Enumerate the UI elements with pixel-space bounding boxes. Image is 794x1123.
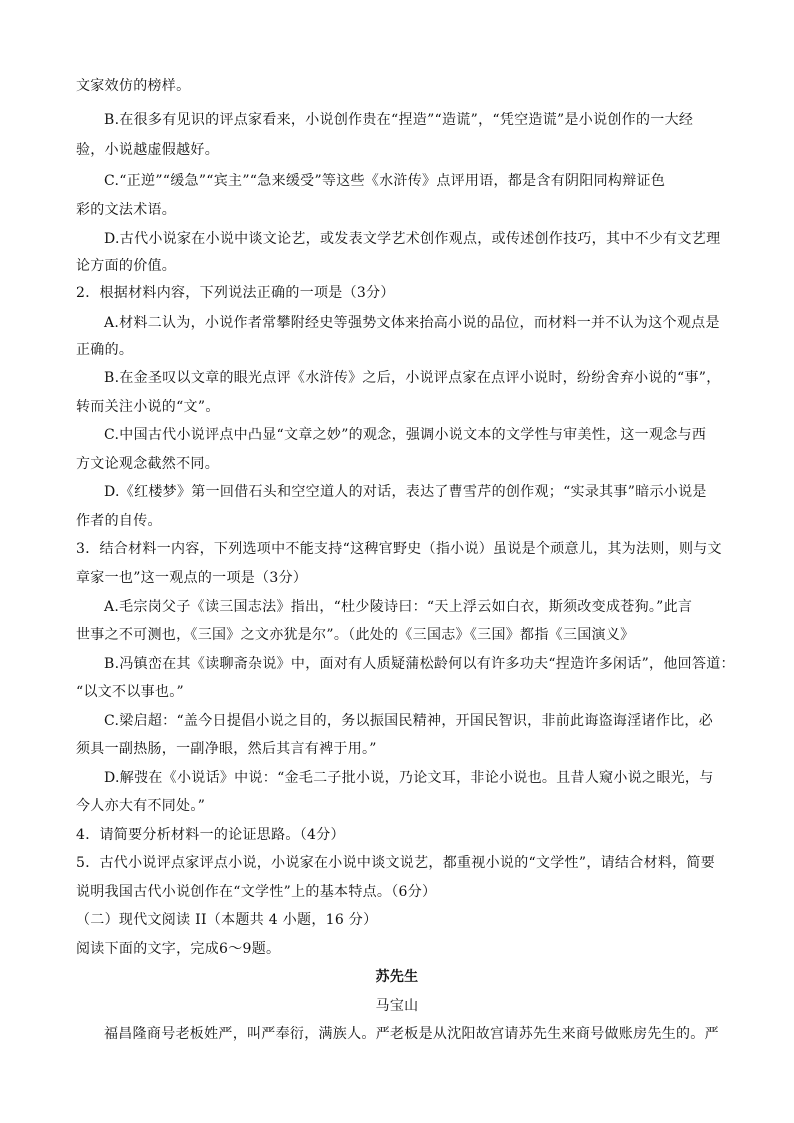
text-line: “以文不以事也。” [76,684,185,700]
section-heading: （二）现代文阅读 II（本题共 4 小题，16 分） [76,912,378,928]
text-line: 章家一也”这一观点的一项是（3分） [76,570,308,586]
text-line: 须具一副热肠，一副净眼，然后其言有裨于用。” [76,741,377,757]
question-3: 3．结合材料一内容，下列选项中不能支持“这稗官野史（指小说）虽说是个顽意儿，其为法则，则与文 [76,541,722,557]
text-line: 彩的文法术语。 [76,202,177,218]
option-d-line: D.解弢在《小说话》中说：“金毛二子批小说，乃论文耳，非论小说也。且昔人窥小说之眼光，与 [104,770,714,786]
option-d-line: D.古代小说家在小说中谈文论艺，或发表文学艺术创作观点，或传述创作技巧，其中不少有文艺理 [104,231,721,247]
option-b-line: B.在金圣叹以文章的眼光点评《水浒传》之后，小说评点家在点评小说时，纷纷舍弃小说的“事”， [104,370,721,386]
story-paragraph: 福昌隆商号老板姓严，叫严奉衍，满族人。严老板是从沈阳故宫请苏先生来商号做账房先生的。严 [104,1026,719,1042]
question-5: 5．古代小说评点家评点小说，小说家在小说中谈文说艺，都重视小说的“文学性”，请结合材料，简要 [76,855,716,871]
option-b-line: B.冯镇峦在其《读聊斋杂说》中，面对有人质疑蒲松龄何以有许多功夫“捏造许多闲话”，他回答道： [104,656,735,672]
question-2: 2．根据材料内容，下列说法正确的一项是（3分） [76,285,395,301]
instructions: 阅读下面的文字，完成6～9题。 [76,941,281,957]
option-c-line: C.中国古代小说评点中凸显“文章之妙”的观念，强调小说文本的文学性与审美性，这一观念与西 [104,427,707,443]
text-line: 文家效仿的榜样。 [76,78,191,94]
text-line: 说明我国古代小说创作在“文学性”上的基本特点。（6分） [76,884,437,900]
option-b-line: B.在很多有见识的评点家看来，小说创作贵在“捏造”“造谎”，“凭空造谎”是小说创作的一大经 [104,112,694,128]
option-d-line: D.《红楼梦》第一回借石头和空空道人的对话，表达了曹雪芹的创作观；“实录其事”暗示小说是 [104,484,707,500]
option-a-line: A.材料二认为，小说作者常攀附经史等强势文体来抬高小说的品位，而材料一并不认为这个观点是 [104,315,720,331]
text-line: 今人亦大有不同处。” [76,798,206,814]
text-line: 正确的。 [76,342,134,358]
story-title: 苏先生 [375,969,419,985]
text-line: 论方面的价值。 [76,258,177,274]
option-c-line: C.梁启超：“盖今日提倡小说之目的，务以振国民精神，开国民智识，非前此诲盗诲淫诸作比，必 [104,713,714,729]
text-line: 方文论观念截然不同。 [76,456,219,472]
text-line: 验，小说越虚假越好。 [76,142,219,158]
text-line: 世事之不可测也，《三国》之文亦犹是尔”。（此处的《三国志》《三国》都指《三国演义》 [76,627,635,643]
question-4: 4．请简要分析材料一的论证思路。（4分） [76,827,345,843]
option-c-line: C.“正逆”“缓急”“宾主”“急来缓受”等这些《水浒传》点评用语，都是含有阴阳同构辩证色 [104,173,666,189]
text-line: 作者的自传。 [76,513,162,529]
text-line: 转而关注小说的“文”。 [76,399,220,415]
story-author: 马宝山 [375,998,419,1014]
option-a-line: A.毛宗岗父子《读三国志法》指出，“杜少陵诗曰：“天上浮云如白衣，斯须改变成苍狗。”此言 [104,599,693,615]
